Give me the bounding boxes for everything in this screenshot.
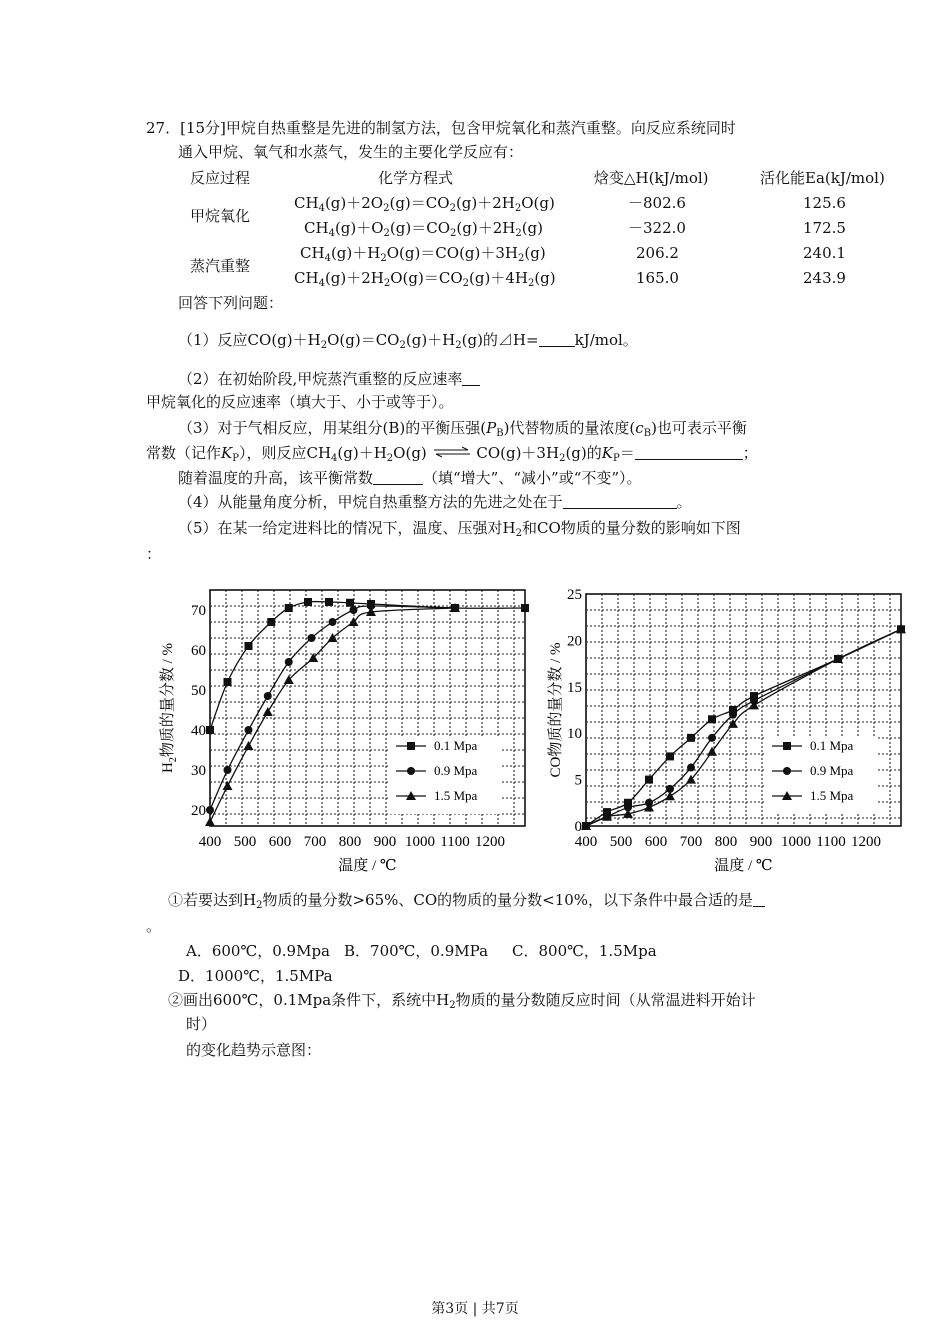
data-point-square [224,678,232,686]
sub-question-4 [178,492,692,512]
data-point-circle [245,726,253,734]
y-tick-label: 25 [567,587,582,603]
x-tick-label: 1200 [851,834,881,850]
sub-question-3-line2: 常数（记作$K_P$），则反应$CH_4(g)+H_2O(g)$ $CO(g)+3H_2(g)$的$K_P=$ ； [146,444,758,464]
sub-question-3-line3 [178,468,642,488]
table-header-process: 反应过程 [190,169,251,187]
equilibrium-arrow-icon [432,446,472,458]
sub-question-2-line2: 甲烷氧化的反应速率（填大于、小于或等于）。 [146,393,454,411]
x-tick-label: 500 [609,834,633,850]
text: ； [742,444,758,462]
text: ①若要达到H [168,891,257,909]
text: 随着温度的升高，该平衡常数 [178,469,374,487]
x-tick-label: 400 [574,834,598,850]
sub-question-5: （5）在某一给定进料比的情况下，温度、压强对$H_2$和CO物质的量分数的影响如下图 [178,519,741,539]
x-tick-label: 1200 [475,834,505,850]
text: 物质的量分数随反应时间（从常温进料开始计 [455,991,756,1009]
enthalpy-3: 206.2 [636,244,679,262]
y-tick-label: 15 [567,679,582,696]
text: (g)＋H [405,331,456,349]
text: 常数（记作 [146,444,222,462]
y-axis-label: $H_2$物质的量分数 / % [160,642,179,774]
data-point-square [407,742,415,750]
data-point-circle [350,606,358,614]
text: 和CO物质的量分数的影响如下图 [522,519,741,537]
data-point-square [206,726,214,734]
data-point-circle [783,767,791,775]
question-heading-line2: 通入甲烷、氧气和水蒸气，发生的主要化学反应有： [178,143,524,161]
text: )也可表示平衡 [651,419,747,437]
data-point-square [521,604,529,612]
h2-fraction-chart [150,582,550,882]
x-axis-label: 温度 / ℃ [338,858,397,874]
answer-blank [462,371,480,386]
legend-label: 0.1 Mpa [810,738,854,753]
legend [390,736,500,814]
legend-label: 1.5 Mpa [810,788,854,803]
part-1-question: ①若要达到$H_2$物质的量分数>65%、CO的物质的量分数<10%，以下条件中最合适的是 [168,890,765,910]
process-methane-oxidation: 甲烷氧化 [190,207,251,225]
x-tick-label: 700 [679,834,703,850]
data-point-square [304,598,312,606]
text: (g)的⊿H= [461,331,539,349]
text: kJ/mol。 [574,331,638,349]
text: （5）在某一给定进料比的情况下，温度、压强对H [178,519,516,537]
text: (g)的 [565,444,602,462]
page-footer: 第3页 | 共7页 [431,1301,519,1317]
y-tick-label: 20 [567,633,582,650]
data-point-square [245,642,253,650]
text: (g)＋H [337,444,387,462]
co-fraction-chart [546,582,946,882]
x-tick-label: 800 [714,834,738,850]
answer-blank [635,445,743,460]
equation-2: $CH_4(g)+O_2(g)=CO_2(g)+2H_2(g)$ [304,219,544,239]
x-tick-label: 900 [749,834,773,850]
text: O(g)＝CO [327,331,400,349]
part-2-question-line2: 时） [186,1015,217,1033]
text: （1）反应CO(g)＋H [178,331,321,349]
data-point-square [645,776,653,784]
option-c: C．800℃，1.5Mpa [512,942,657,960]
table-header-enthalpy: 焓变△H(kJ/mol) [594,169,709,187]
data-point-square [687,734,695,742]
text: 物质的量分数>65%、CO的物质的量分数<10%，以下条件中最合适的是 [262,891,754,909]
answer-blank [373,470,423,485]
sub-question-3-line1: （3）对于气相反应，用某组分(B)的平衡压强$(P_B)$代替物质的量浓度$(c_B)$也可表示平衡 [178,419,747,439]
text: （3）对于气相反应，用某组分(B)的平衡压强( [178,419,487,437]
text: （填“增大”、“减小”或“不变”）。 [423,469,642,487]
data-point-square [783,742,791,750]
data-point-square [666,752,674,760]
x-tick-label: 400 [198,834,222,850]
x-tick-label: 800 [338,834,362,850]
legend [766,736,876,814]
x-tick-label: 600 [644,834,668,850]
enthalpy-2: －322.0 [628,219,686,237]
text: 。 [676,493,692,511]
y-tick-label: 20 [191,803,206,819]
option-a: A．600℃，0.9Mpa [186,942,331,960]
x-tick-label: 900 [373,834,397,850]
data-point-triangle [244,741,254,750]
x-tick-label: 600 [268,834,292,850]
x-tick-label: 1100 [816,834,846,850]
equation-4: $CH_4(g)+2H_2O(g)=CO_2(g)+4H_2(g)$ [294,269,556,289]
sub-question-1: （1）反应$CO(g)+H_2O(g)=CO_2(g)+H_2(g)$的⊿H= kJ/mol。 [178,331,638,351]
text: ②画出600℃，0.1Mpa条件下，系统中H [168,991,450,1009]
answer-blank [539,332,575,347]
data-point-circle [729,711,737,719]
activation-energy-4: 243.9 [803,269,846,287]
legend-label: 0.9 Mpa [434,763,478,778]
y-tick-label: 5 [574,772,582,789]
option-d: D．1000℃，1.5MPa [178,967,333,985]
data-point-square [325,598,333,606]
legend-label: 0.1 Mpa [434,738,478,753]
data-point-circle [206,806,214,814]
data-point-circle [308,634,316,642]
y-tick-label: 10 [567,726,582,743]
data-point-circle [687,764,695,772]
data-point-triangle [205,817,215,826]
part-1-end: 。 [146,917,162,935]
data-point-square [285,604,293,612]
series-0 [206,598,529,734]
data-point-square [267,618,275,626]
activation-energy-3: 240.1 [803,244,846,262]
equation-3: $CH_4(g)+H_2O(g)=CO(g)+3H_2(g)$ [300,244,546,264]
y-tick-label: 40 [191,723,206,739]
text: CO(g)＋3H [476,444,560,462]
text: O(g) [393,444,427,462]
y-tick-label: 50 [191,683,206,699]
text: （4）从能量角度分析，甲烷自热重整方法的先进之处在于 [178,493,563,511]
sub-question-5-colon: ： [146,545,162,563]
series-line [210,602,525,730]
equation-1: $CH_4(g)+2O_2(g)=CO_2(g)+2H_2O(g)$ [294,194,555,214]
option-b: B．700℃，0.9MPa [344,942,489,960]
x-tick-label: 1100 [440,834,470,850]
data-point-circle [285,658,293,666]
activation-energy-1: 125.6 [803,194,846,212]
table-header-equation: 化学方程式 [378,169,454,187]
data-point-triangle [263,707,273,716]
enthalpy-4: 165.0 [636,269,679,287]
x-tick-label: 1000 [405,834,435,850]
answer-blank [563,494,677,509]
x-tick-label: 1000 [781,834,811,850]
legend-label: 1.5 Mpa [434,788,478,803]
x-axis-label: 温度 / ℃ [714,858,773,874]
answer-blank [753,892,765,907]
answer-prompt: 回答下列问题： [178,294,284,312]
sub-question-2-line1 [178,369,480,389]
y-tick-label: 70 [191,603,206,619]
legend-label: 0.9 Mpa [810,763,854,778]
y-tick-label: 0 [574,819,582,835]
enthalpy-1: －802.6 [628,194,686,212]
table-header-activation-energy: 活化能Ea(kJ/mol) [760,169,885,187]
x-tick-label: 700 [303,834,327,850]
activation-energy-2: 172.5 [803,219,846,237]
process-steam-reforming: 蒸汽重整 [190,257,251,275]
data-point-circle [407,767,415,775]
y-axis-label: CO物质的量分数 / % [548,642,564,778]
text: ＝ [619,444,635,462]
y-tick-label: 60 [191,643,206,659]
data-point-circle [708,734,716,742]
text: )代替物质的量浓度( [503,419,636,437]
question-heading-line1: 27．[15分]甲烷自热重整是先进的制氢方法，包含甲烷氧化和蒸汽重整。向反应系统同时 [146,119,736,137]
text: （2）在初始阶段,甲烷蒸汽重整的反应速率 [178,370,463,388]
x-tick-label: 500 [233,834,257,850]
data-point-square [346,599,354,607]
part-2-question-line3: 的变化趋势示意图： [186,1041,322,1059]
y-tick-label: 30 [191,763,206,779]
data-point-circle [224,766,232,774]
data-point-square [708,715,716,723]
text: ），则反应CH [238,444,332,462]
data-point-circle [264,692,272,700]
part-2-question-line1: ②画出600℃，0.1Mpa条件下，系统中$H_2$物质的量分数随反应时间（从常温进料开始计 [168,991,756,1011]
data-point-circle [329,618,337,626]
